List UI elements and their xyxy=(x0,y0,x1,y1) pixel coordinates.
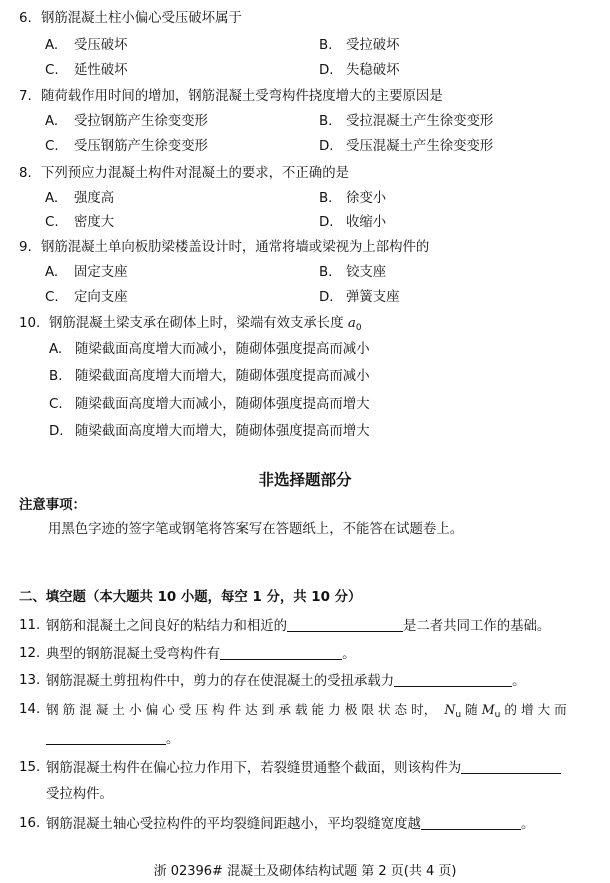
option-label: C. xyxy=(45,290,59,305)
question-text xyxy=(46,730,179,749)
text-part: 的 增 大 而 xyxy=(504,702,567,717)
emphasis-text: 不正确 xyxy=(282,166,323,181)
option-text: 随梁截面高度增大而减小，随砌体强度提高而减小 xyxy=(75,342,370,357)
question-text xyxy=(46,701,567,724)
question-number: 9. xyxy=(19,240,32,255)
answer-blank xyxy=(220,645,342,660)
question-number: 6. xyxy=(19,11,32,26)
text-part: 钢 筋 混 凝 土 小 偏 心 受 压 构 件 达 到 承 载 能 力 极 限 状 态 时， xyxy=(46,702,437,717)
answer-blank xyxy=(394,672,512,687)
answer-blank xyxy=(287,617,403,632)
text-part: 钢筋混凝土构件在偏心拉力作用下，若裂缝贯通整个截面，则该构件为 xyxy=(46,761,462,776)
question-text xyxy=(46,645,355,664)
option-text: 铰支座 xyxy=(346,265,387,280)
option-label: D. xyxy=(49,424,64,439)
text-part: 。 xyxy=(166,732,180,747)
variable-subscript: 0 xyxy=(355,323,362,333)
question-stem: 钢筋混凝土柱小偏心受压破坏属于 xyxy=(41,11,242,26)
option-text: 随梁截面高度增大而增大，随砌体强度提高而增大 xyxy=(75,424,370,439)
option-label: D. xyxy=(319,290,334,305)
option-text: 徐变小 xyxy=(346,191,387,206)
fill-section-header: 二、填空题（本大题共 10 小题，每空 1 分，共 10 分） xyxy=(19,590,362,605)
question-number: 16. xyxy=(19,816,41,831)
question-number: 12. xyxy=(19,646,41,661)
text-part: 随 xyxy=(465,702,478,717)
text-part: 。 xyxy=(342,647,356,662)
question-stem xyxy=(49,315,362,337)
answer-blank xyxy=(46,730,166,745)
question-text xyxy=(46,672,526,691)
option-label: C. xyxy=(45,215,59,230)
question-text xyxy=(46,617,550,636)
question-number: 11. xyxy=(19,618,41,633)
text-part: 是二者共同工作的基础。 xyxy=(403,619,551,634)
variable-subscript: u xyxy=(494,710,501,720)
stem-part: 的是 xyxy=(322,166,349,181)
variable-n: N xyxy=(444,702,456,717)
option-text: 固定支座 xyxy=(74,265,128,280)
question-number: 10. xyxy=(19,316,41,331)
option-text: 随梁截面高度增大而增大，随砌体强度提高而减小 xyxy=(75,369,370,384)
question-stem: 随荷载作用时间的增加，钢筋混凝土受弯构件挠度增大的主要原因是 xyxy=(41,89,443,104)
option-text: 延性破坏 xyxy=(74,63,128,78)
question-number: 14. xyxy=(19,702,41,717)
question-number: 8. xyxy=(19,166,32,181)
question-text xyxy=(46,815,534,834)
option-label: C. xyxy=(45,139,59,154)
text-part: 钢筋混凝土剪扭构件中，剪力的存在使混凝土的受扭承载力 xyxy=(46,674,395,689)
option-text: 弹簧支座 xyxy=(346,290,400,305)
variable-m: M xyxy=(481,702,495,717)
answer-blank xyxy=(421,815,521,830)
variable-subscript: u xyxy=(455,710,462,720)
question-number: 7. xyxy=(19,89,32,104)
option-label: A. xyxy=(49,342,63,357)
option-label: B. xyxy=(319,114,333,129)
option-text: 受拉混凝土产生徐变变形 xyxy=(346,114,494,129)
text-part: 典型的钢筋混凝土受弯构件有 xyxy=(46,647,221,662)
option-text: 密度大 xyxy=(74,215,115,230)
stem-part: 钢筋混凝土梁支承在砌体上时，梁端有效支承长度 xyxy=(49,316,344,331)
notice-text: 用黑色字迹的签字笔或钢笔将答案写在答题纸上，不能答在试题卷上。 xyxy=(48,522,464,537)
text-part: 钢筋混凝土轴心受拉构件的平均裂缝间距越小，平均裂缝宽度越 xyxy=(46,817,421,832)
option-text: 受拉破坏 xyxy=(346,38,400,53)
option-label: C. xyxy=(45,63,59,78)
option-text: 受压混凝土产生徐变变形 xyxy=(346,139,494,154)
option-label: B. xyxy=(319,38,333,53)
option-label: B. xyxy=(319,265,333,280)
option-label: C. xyxy=(49,397,63,412)
text-part: 。 xyxy=(512,674,526,689)
option-label: D. xyxy=(319,63,334,78)
option-label: D. xyxy=(319,139,334,154)
page-footer: 浙 02396# 混凝土及砌体结构试题 第 2 页(共 4 页) xyxy=(153,864,457,879)
text-part: 。 xyxy=(520,817,535,832)
option-text: 受压破坏 xyxy=(74,38,128,53)
text-part: 钢筋和混凝土之间良好的粘结力和相近的 xyxy=(46,619,288,634)
option-text: 强度高 xyxy=(74,191,115,206)
option-text: 受压钢筋产生徐变变形 xyxy=(74,139,208,154)
question-number: 15. xyxy=(19,760,41,775)
option-text: 失稳破坏 xyxy=(346,63,400,78)
option-label: D. xyxy=(319,215,334,230)
option-label: A. xyxy=(45,191,59,206)
question-text: 受拉构件。 xyxy=(46,787,113,802)
option-label: B. xyxy=(49,369,63,384)
answer-blank xyxy=(461,759,561,774)
variable: a xyxy=(347,316,356,331)
option-label: A. xyxy=(45,114,59,129)
option-label: A. xyxy=(45,38,59,53)
option-text: 受拉钢筋产生徐变变形 xyxy=(74,114,208,129)
option-text: 收缩小 xyxy=(346,215,387,230)
option-text: 定向支座 xyxy=(74,290,128,305)
question-stem xyxy=(41,165,349,183)
question-text xyxy=(46,759,561,778)
question-number: 13. xyxy=(19,673,41,688)
option-label: A. xyxy=(45,265,59,280)
stem-part: 下列预应力混凝土构件对混凝土的要求， xyxy=(41,166,283,181)
notice-title: 注意事项： xyxy=(19,498,86,513)
section-title: 非选择题部分 xyxy=(258,471,352,489)
option-label: B. xyxy=(319,191,333,206)
question-stem: 钢筋混凝土单向板肋梁楼盖设计时，通常将墙或梁视为上部构件的 xyxy=(41,240,430,255)
option-text: 随梁截面高度增大而减小，随砌体强度提高而增大 xyxy=(75,397,370,412)
